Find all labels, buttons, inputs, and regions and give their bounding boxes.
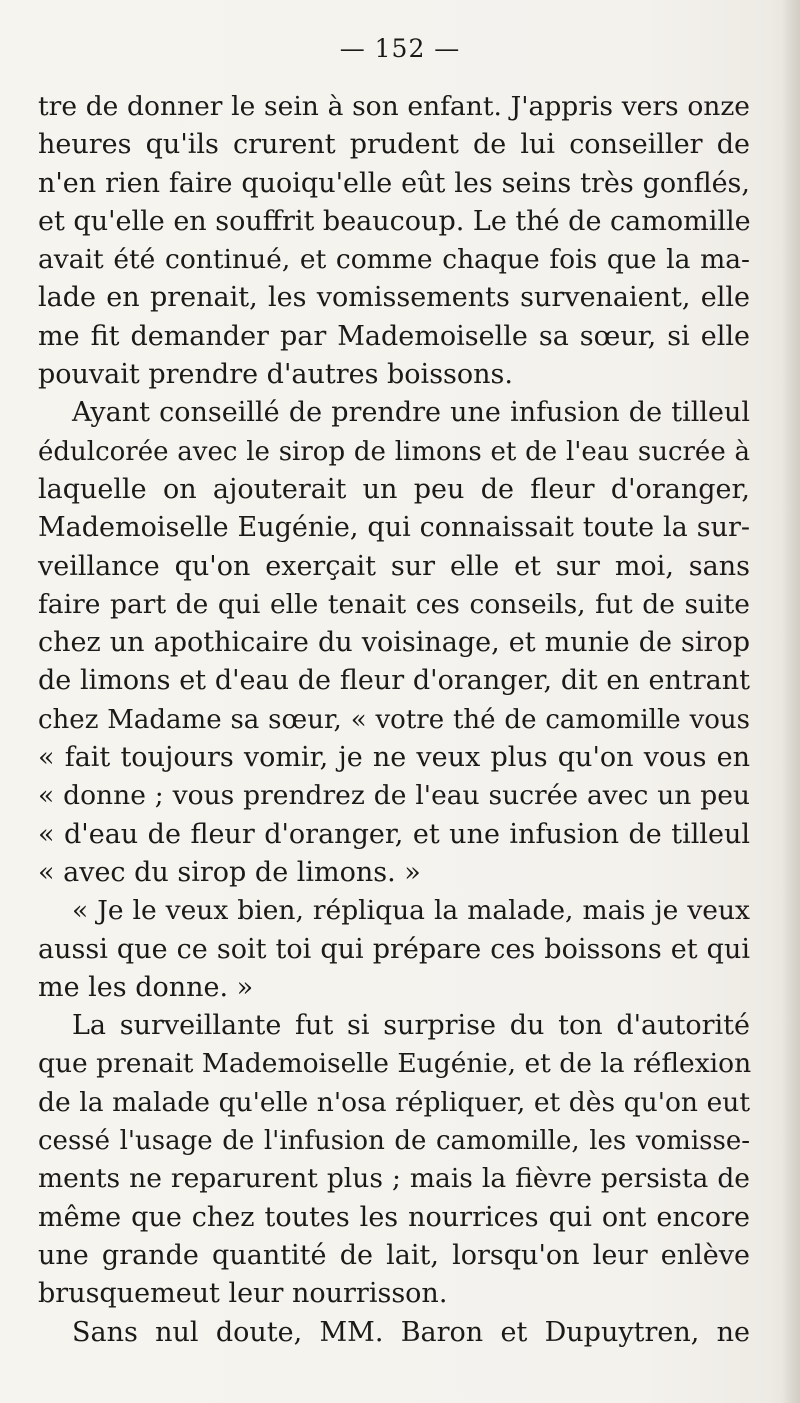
text-line: Sans nul doute, MM. Baron et Dupuytren, ne [72,1316,750,1348]
text-line: Ayant conseillé de prendre une infusion de tilleul [72,397,750,429]
text-line: brusquemeut leur nourrisson. [38,1278,448,1310]
text-line: aussi que ce soit toi qui prépare ces boissons et qui [38,933,750,965]
text-line: me fit demander par Mademoiselle sa sœur, si elle [38,320,750,352]
body-text [38,88,750,1352]
text-line: pouvait prendre d'autres boissons. [38,359,513,391]
text-line: que prenait Mademoiselle Eugénie, et de la réflexion [38,1048,752,1080]
text-line: de la malade qu'elle n'osa répliquer, et dès qu'on eut [38,1086,750,1118]
text-line: ments ne reparurent plus ; mais la fièvre persista de [38,1163,750,1195]
text-line: édulcorée avec le sirop de limons et de l'eau sucrée à [38,436,750,467]
text-line: chez un apothicaire du voisinage, et munie de sirop [38,627,750,659]
text-line: « Je le veux bien, répliqua la malade, mais je veux [72,895,750,927]
text-line: « donne ; vous prendrez de l'eau sucrée avec un peu [38,780,750,812]
text-line: veillance qu'on exerçait sur elle et sur moi, sans [38,550,750,582]
text-line: laquelle on ajouterait un peu de fleur d'oranger, [38,473,750,505]
text-line: « d'eau de fleur d'oranger, et une infusion de tilleul [38,818,750,850]
text-line: chez Madame sa sœur, « votre thé de camomille vous [38,704,750,735]
text-line: Mademoiselle Eugénie, qui connaissait toute la sur- [38,512,750,544]
text-line: faire part de qui elle tenait ces conseils, fut de suite [38,588,750,620]
text-line: de limons et d'eau de fleur d'oranger, dit en entrant [38,665,750,697]
text-line: et qu'elle en souffrit beaucoup. Le thé de camomille [38,205,751,237]
page-number: — 152 — [339,34,461,63]
text-line: cessé l'usage de l'infusion de camomille, les vomisse- [38,1126,750,1157]
text-line: lade en prenait, les vomissements survenaient, elle [38,282,750,314]
text-line: une grande quantité de lait, lorsqu'on leur enlève [38,1239,750,1271]
page-edge-shadow [782,0,800,1403]
text-line: La surveillante fut si surprise du ton d'autorité [72,1010,750,1042]
text-line: « avec du sirop de limons. » [38,856,421,888]
text-line: heures qu'ils crurent prudent de lui conseiller de [38,129,750,161]
text-line: me les donne. » [38,971,254,1003]
text-line: même que chez toutes les nourrices qui ont encore [38,1201,750,1233]
text-line: avait été continué, et comme chaque fois que la ma- [38,244,750,276]
text-line: « fait toujours vomir, je ne veux plus qu'on vous en [38,742,750,774]
text-line: tre de donner le sein à son enfant. J'appris vers onze [38,91,750,122]
text-line: n'en rien faire quoiqu'elle eût les seins très gonflés, [38,167,750,199]
